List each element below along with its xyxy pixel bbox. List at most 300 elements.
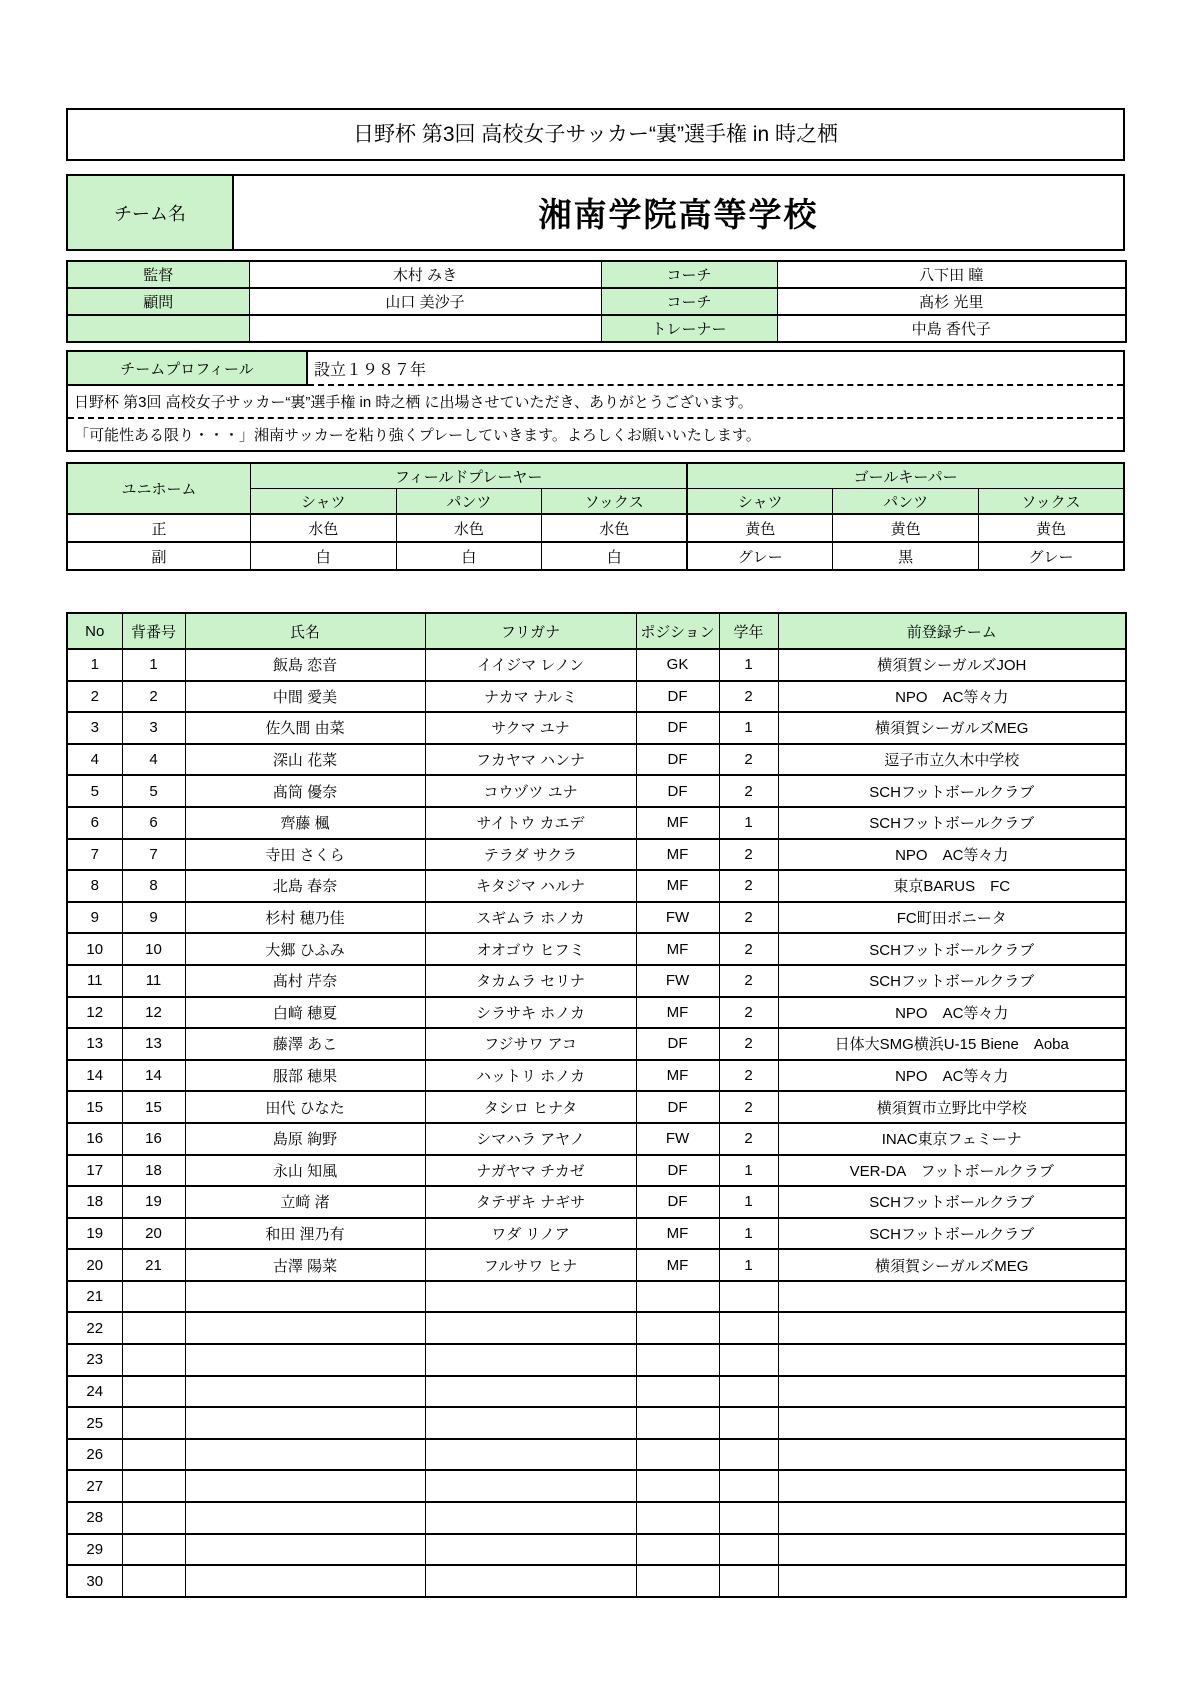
table-cell: 28 [67, 1502, 122, 1534]
table-cell: オオゴウ ヒフミ [425, 933, 636, 965]
table-cell: MF [636, 997, 719, 1029]
table-cell: 2 [719, 933, 778, 965]
uniform-color: 白 [251, 542, 397, 570]
table-cell [425, 1344, 636, 1376]
table-cell: ハットリ ホノカ [425, 1060, 636, 1092]
table-cell [778, 1312, 1126, 1344]
table-cell: 髙筒 優奈 [185, 775, 425, 807]
table-cell [636, 1312, 719, 1344]
table-cell [185, 1312, 425, 1344]
table-cell: 21 [67, 1281, 122, 1313]
table-cell [425, 1502, 636, 1534]
staff-name: 八下田 瞳 [777, 261, 1126, 288]
table-cell [719, 1534, 778, 1566]
table-cell: 2 [719, 965, 778, 997]
table-cell: 14 [122, 1060, 185, 1092]
table-row [67, 1091, 1126, 1123]
table-cell: 立﨑 渚 [185, 1186, 425, 1218]
table-cell [778, 1534, 1126, 1566]
table-cell: 日体大SMG横浜U-15 Biene Aoba [778, 1028, 1126, 1060]
table-cell [185, 1407, 425, 1439]
table-row [67, 1439, 1126, 1471]
table-cell: 2 [719, 997, 778, 1029]
table-cell: 7 [67, 839, 122, 871]
table-cell: NPO AC等々力 [778, 997, 1126, 1029]
uniform-color: 黄色 [833, 514, 979, 542]
table-cell: 17 [67, 1155, 122, 1187]
table-cell: 12 [67, 997, 122, 1029]
table-cell: 2 [719, 744, 778, 776]
table-cell: 中間 愛美 [185, 681, 425, 713]
staff-role-label: 顧問 [67, 288, 249, 315]
table-cell: 1 [719, 1249, 778, 1281]
table-cell: 1 [719, 712, 778, 744]
table-row [67, 933, 1126, 965]
staff-role-label: 監督 [67, 261, 249, 288]
table-cell: 5 [122, 775, 185, 807]
table-row [67, 712, 1126, 744]
uniform-table [66, 462, 1125, 571]
table-cell: 6 [67, 807, 122, 839]
table-cell [719, 1502, 778, 1534]
table-cell: 27 [67, 1470, 122, 1502]
table-cell [778, 1407, 1126, 1439]
table-cell: 4 [67, 744, 122, 776]
table-cell: 北島 春奈 [185, 870, 425, 902]
table-cell: 23 [67, 1344, 122, 1376]
table-cell: 島原 絢野 [185, 1123, 425, 1155]
uniform-goalkeeper-header: ゴールキーパー [687, 463, 1124, 489]
table-cell: 6 [122, 807, 185, 839]
table-cell: MF [636, 1218, 719, 1250]
table-cell: 横須賀シーガルズMEG [778, 712, 1126, 744]
table-cell [185, 1439, 425, 1471]
table-cell: 杉村 穂乃佳 [185, 902, 425, 934]
table-cell: NPO AC等々力 [778, 839, 1126, 871]
table-cell [425, 1534, 636, 1566]
table-cell [185, 1281, 425, 1313]
table-row [67, 1249, 1126, 1281]
table-cell: DF [636, 1186, 719, 1218]
table-cell: 横須賀市立野比中学校 [778, 1091, 1126, 1123]
team-profile-message-2: 「可能性ある限り・・・」湘南サッカーを粘り強くプレーしていきます。よろしくお願いいたします。 [68, 417, 1123, 450]
table-cell: 大郷 ひふみ [185, 933, 425, 965]
roster-header-row [67, 613, 1126, 649]
uniform-color: グレー [978, 542, 1124, 570]
table-cell [719, 1312, 778, 1344]
table-cell: タテザキ ナギサ [425, 1186, 636, 1218]
uniform-row-label: 正 [67, 514, 251, 542]
staff-role-label: コーチ [601, 288, 777, 315]
table-cell: 11 [122, 965, 185, 997]
table-cell: DF [636, 775, 719, 807]
roster-header-furigana: フリガナ [425, 613, 636, 649]
table-row [67, 1565, 1126, 1597]
table-cell: DF [636, 681, 719, 713]
table-cell [636, 1534, 719, 1566]
table-cell [636, 1407, 719, 1439]
tournament-title: 日野杯 第3回 高校女子サッカー“裏”選手権 in 時之栖 [66, 108, 1125, 161]
table-cell: ナカマ ナルミ [425, 681, 636, 713]
staff-name: 髙杉 光里 [777, 288, 1126, 315]
table-cell: 田代 ひなた [185, 1091, 425, 1123]
table-cell: 18 [67, 1186, 122, 1218]
table-row [67, 744, 1126, 776]
table-cell: 29 [67, 1534, 122, 1566]
table-cell [425, 1470, 636, 1502]
table-cell: 15 [67, 1091, 122, 1123]
table-cell: 19 [122, 1186, 185, 1218]
table-cell: サクマ ユナ [425, 712, 636, 744]
table-cell: テラダ サクラ [425, 839, 636, 871]
team-name-row [67, 175, 1124, 250]
uniform-color: 白 [396, 542, 542, 570]
table-cell: コウヅツ ユナ [425, 775, 636, 807]
table-cell [122, 1565, 185, 1597]
table-cell: SCHフットボールクラブ [778, 1186, 1126, 1218]
team-profile-established: 設立１９８７年 [308, 352, 1123, 386]
table-cell: 髙村 芹奈 [185, 965, 425, 997]
table-cell [122, 1534, 185, 1566]
uniform-subheader: ソックス [542, 489, 688, 515]
table-cell: 深山 花菜 [185, 744, 425, 776]
table-cell: 藤澤 あこ [185, 1028, 425, 1060]
table-cell: DF [636, 1091, 719, 1123]
table-cell: MF [636, 839, 719, 871]
staff-role-label [67, 315, 249, 342]
table-row [67, 681, 1126, 713]
table-cell [636, 1344, 719, 1376]
table-cell [185, 1534, 425, 1566]
table-cell: 18 [122, 1155, 185, 1187]
table-cell: 10 [122, 933, 185, 965]
table-cell [122, 1312, 185, 1344]
table-cell [636, 1376, 719, 1408]
team-profile-header-row [68, 352, 1123, 386]
table-cell: FC町田ボニータ [778, 902, 1126, 934]
table-cell [185, 1502, 425, 1534]
table-cell [122, 1470, 185, 1502]
table-cell: 30 [67, 1565, 122, 1597]
team-name-value: 湘南学院高等学校 [233, 175, 1124, 250]
table-row [67, 1470, 1126, 1502]
table-cell: SCHフットボールクラブ [778, 807, 1126, 839]
table-cell: ワダ リノア [425, 1218, 636, 1250]
table-row [67, 807, 1126, 839]
table-cell [719, 1407, 778, 1439]
table-cell: 服部 穂果 [185, 1060, 425, 1092]
table-row [67, 1218, 1126, 1250]
table-cell: 25 [67, 1407, 122, 1439]
team-name-label: チーム名 [67, 175, 233, 250]
table-cell: 21 [122, 1249, 185, 1281]
staff-name: 木村 みき [249, 261, 601, 288]
table-cell: 横須賀シーガルズJOH [778, 649, 1126, 681]
table-cell [425, 1407, 636, 1439]
table-cell: 8 [67, 870, 122, 902]
table-cell: タカムラ セリナ [425, 965, 636, 997]
table-cell [719, 1470, 778, 1502]
table-cell: 横須賀シーガルズMEG [778, 1249, 1126, 1281]
table-row [67, 1155, 1126, 1187]
table-cell: 2 [67, 681, 122, 713]
table-cell [778, 1376, 1126, 1408]
table-cell: 11 [67, 965, 122, 997]
table-cell: DF [636, 744, 719, 776]
sheet-content [66, 108, 1125, 1598]
table-cell [719, 1344, 778, 1376]
roster-header-position: ポジション [636, 613, 719, 649]
table-cell: INAC東京フェミーナ [778, 1123, 1126, 1155]
table-cell: 4 [122, 744, 185, 776]
table-cell [425, 1439, 636, 1471]
table-cell: 15 [122, 1091, 185, 1123]
table-cell: DF [636, 1028, 719, 1060]
table-cell: 和田 浬乃有 [185, 1218, 425, 1250]
table-cell: ナガヤマ チカゼ [425, 1155, 636, 1187]
uniform-color: 水色 [396, 514, 542, 542]
table-cell: 19 [67, 1218, 122, 1250]
table-cell: MF [636, 1249, 719, 1281]
table-cell: 佐久間 由菜 [185, 712, 425, 744]
table-cell: 20 [67, 1249, 122, 1281]
table-cell: 飯島 恋音 [185, 649, 425, 681]
team-profile-label: チームプロフィール [68, 352, 308, 386]
team-profile-box [66, 350, 1125, 452]
table-cell: 2 [719, 839, 778, 871]
uniform-subheader: ソックス [978, 489, 1124, 515]
table-cell: スギムラ ホノカ [425, 902, 636, 934]
table-cell [122, 1439, 185, 1471]
table-row [67, 902, 1126, 934]
table-cell: 3 [67, 712, 122, 744]
table-cell: 13 [67, 1028, 122, 1060]
roster-header-number: 背番号 [122, 613, 185, 649]
table-cell: 7 [122, 839, 185, 871]
table-cell [719, 1376, 778, 1408]
table-cell [185, 1344, 425, 1376]
table-cell: 26 [67, 1439, 122, 1471]
table-row [67, 1281, 1126, 1313]
table-cell: 24 [67, 1376, 122, 1408]
table-cell: キタジマ ハルナ [425, 870, 636, 902]
roster-header-name: 氏名 [185, 613, 425, 649]
team-profile-message-1: 日野杯 第3回 高校女子サッカー“裏”選手権 in 時之栖 に出場させていただき、ありがとうございます。 [74, 394, 753, 411]
uniform-color: 水色 [251, 514, 397, 542]
table-cell: 2 [122, 681, 185, 713]
table-cell [185, 1470, 425, 1502]
table-cell: 13 [122, 1028, 185, 1060]
table-cell [778, 1281, 1126, 1313]
table-cell: DF [636, 1155, 719, 1187]
table-row [67, 1534, 1126, 1566]
uniform-label: ユニホーム [67, 463, 251, 514]
table-cell [636, 1502, 719, 1534]
table-row [67, 1123, 1126, 1155]
table-cell [185, 1565, 425, 1597]
table-cell [425, 1312, 636, 1344]
table-cell [185, 1376, 425, 1408]
table-cell: 齊藤 楓 [185, 807, 425, 839]
table-row [67, 1407, 1126, 1439]
table-cell [778, 1439, 1126, 1471]
table-cell: 東京BARUS FC [778, 870, 1126, 902]
table-cell: フルサワ ヒナ [425, 1249, 636, 1281]
table-cell: 9 [67, 902, 122, 934]
roster-body [67, 649, 1126, 1597]
table-cell: 22 [67, 1312, 122, 1344]
table-cell [719, 1565, 778, 1597]
table-cell: SCHフットボールクラブ [778, 965, 1126, 997]
table-cell: 20 [122, 1218, 185, 1250]
table-row [67, 775, 1126, 807]
table-cell: MF [636, 933, 719, 965]
uniform-color: 黄色 [978, 514, 1124, 542]
table-cell: フジサワ アコ [425, 1028, 636, 1060]
table-cell [425, 1376, 636, 1408]
table-cell: 5 [67, 775, 122, 807]
table-cell [122, 1407, 185, 1439]
table-cell: GK [636, 649, 719, 681]
table-cell [778, 1470, 1126, 1502]
table-cell: SCHフットボールクラブ [778, 775, 1126, 807]
uniform-secondary-row [67, 542, 1124, 570]
staff-role-label: コーチ [601, 261, 777, 288]
table-cell [778, 1565, 1126, 1597]
table-cell: 1 [719, 807, 778, 839]
table-cell: 1 [719, 1218, 778, 1250]
table-row [67, 1344, 1126, 1376]
staff-name [249, 315, 601, 342]
table-cell: サイトウ カエデ [425, 807, 636, 839]
staff-row [67, 288, 1126, 315]
uniform-primary-row [67, 514, 1124, 542]
table-cell: VER-DA フットボールクラブ [778, 1155, 1126, 1187]
table-cell: NPO AC等々力 [778, 1060, 1126, 1092]
table-cell: MF [636, 870, 719, 902]
table-cell: 14 [67, 1060, 122, 1092]
table-row [67, 1376, 1126, 1408]
table-cell: 2 [719, 1123, 778, 1155]
table-row [67, 1502, 1126, 1534]
table-cell: 2 [719, 775, 778, 807]
table-cell [636, 1470, 719, 1502]
table-cell: シマハラ アヤノ [425, 1123, 636, 1155]
table-cell: 1 [122, 649, 185, 681]
table-row [67, 997, 1126, 1029]
uniform-color: 白 [542, 542, 688, 570]
table-cell: 10 [67, 933, 122, 965]
table-row [67, 649, 1126, 681]
table-cell: 16 [67, 1123, 122, 1155]
staff-row [67, 261, 1126, 288]
table-row [67, 1060, 1126, 1092]
table-cell: 2 [719, 1091, 778, 1123]
table-cell: 2 [719, 1060, 778, 1092]
table-cell: 3 [122, 712, 185, 744]
table-cell [778, 1344, 1126, 1376]
roster-table [66, 612, 1127, 1598]
table-cell: 2 [719, 681, 778, 713]
uniform-subheader: パンツ [396, 489, 542, 515]
table-cell: 2 [719, 1028, 778, 1060]
table-row [67, 1186, 1126, 1218]
table-cell [425, 1565, 636, 1597]
staff-name: 中島 香代子 [777, 315, 1126, 342]
table-cell: シラサキ ホノカ [425, 997, 636, 1029]
uniform-color: 黒 [833, 542, 979, 570]
table-cell [122, 1376, 185, 1408]
roster-header-previous-team: 前登録チーム [778, 613, 1126, 649]
table-cell: 永山 知風 [185, 1155, 425, 1187]
table-cell: フカヤマ ハンナ [425, 744, 636, 776]
table-cell: 逗子市立久木中学校 [778, 744, 1126, 776]
uniform-color: 黄色 [687, 514, 833, 542]
table-cell [719, 1281, 778, 1313]
uniform-field-player-header: フィールドプレーヤー [251, 463, 688, 489]
staff-row [67, 315, 1126, 342]
table-cell: 1 [67, 649, 122, 681]
roster-header-no: No [67, 613, 122, 649]
table-cell [122, 1344, 185, 1376]
table-cell: MF [636, 807, 719, 839]
table-cell: 1 [719, 649, 778, 681]
staff-role-label: トレーナー [601, 315, 777, 342]
table-cell [122, 1281, 185, 1313]
table-cell: MF [636, 1060, 719, 1092]
table-cell: 8 [122, 870, 185, 902]
uniform-subheader: パンツ [833, 489, 979, 515]
table-cell: FW [636, 902, 719, 934]
uniform-color: 水色 [542, 514, 688, 542]
table-cell: イイジマ レノン [425, 649, 636, 681]
roster-header-grade: 学年 [719, 613, 778, 649]
table-cell: 古澤 陽菜 [185, 1249, 425, 1281]
table-cell: SCHフットボールクラブ [778, 1218, 1126, 1250]
uniform-row-label: 副 [67, 542, 251, 570]
table-cell: SCHフットボールクラブ [778, 933, 1126, 965]
uniform-subheader: シャツ [687, 489, 833, 515]
table-cell [425, 1281, 636, 1313]
table-row [67, 1028, 1126, 1060]
table-cell: NPO AC等々力 [778, 681, 1126, 713]
table-row [67, 965, 1126, 997]
table-cell: 1 [719, 1155, 778, 1187]
table-row [67, 1312, 1126, 1344]
table-cell: DF [636, 712, 719, 744]
table-cell: 1 [719, 1186, 778, 1218]
table-cell: 寺田 さくら [185, 839, 425, 871]
uniform-group-header-row [67, 463, 1124, 489]
table-cell: FW [636, 1123, 719, 1155]
table-cell: 2 [719, 902, 778, 934]
table-cell [636, 1565, 719, 1597]
table-row [67, 870, 1126, 902]
table-cell: 12 [122, 997, 185, 1029]
table-cell [636, 1439, 719, 1471]
uniform-subheader: シャツ [251, 489, 397, 515]
staff-name: 山口 美沙子 [249, 288, 601, 315]
table-cell [122, 1502, 185, 1534]
table-cell [719, 1439, 778, 1471]
table-cell [636, 1281, 719, 1313]
uniform-color: グレー [687, 542, 833, 570]
table-cell: タシロ ヒナタ [425, 1091, 636, 1123]
table-row [67, 839, 1126, 871]
table-cell: 2 [719, 870, 778, 902]
team-name-table [66, 174, 1125, 251]
staff-table [66, 260, 1127, 343]
